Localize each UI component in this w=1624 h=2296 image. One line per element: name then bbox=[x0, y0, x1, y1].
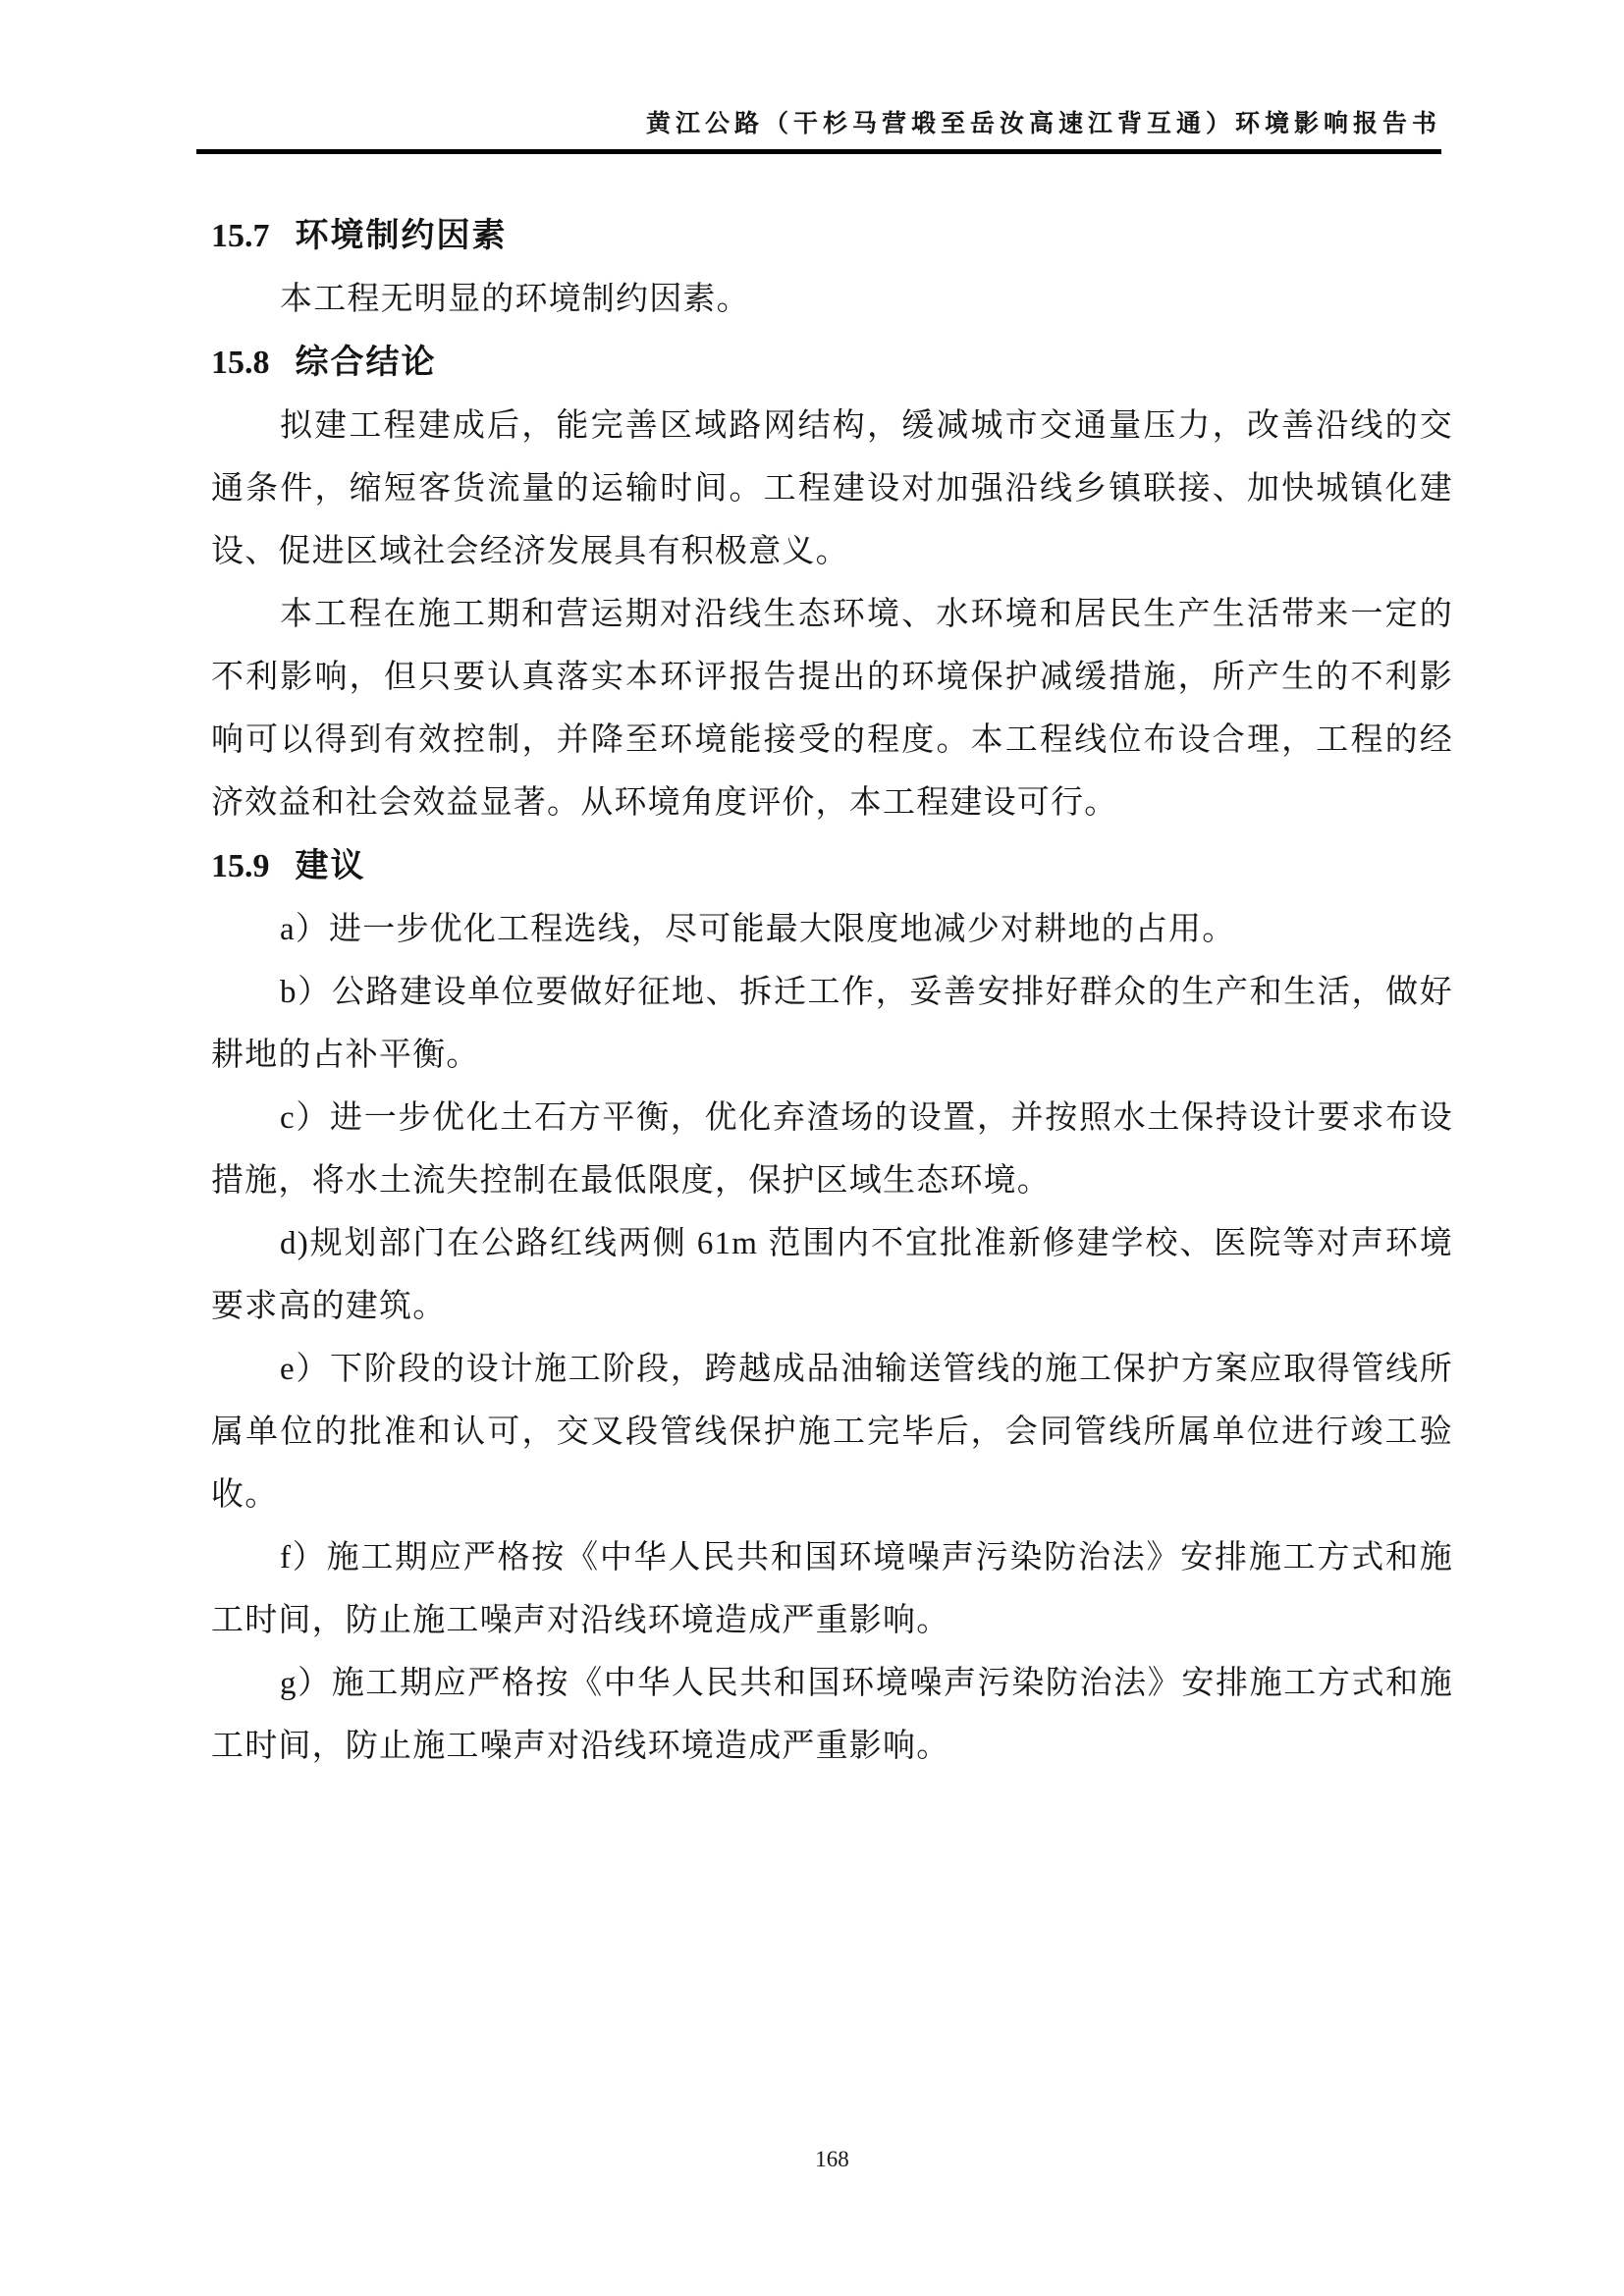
list-item-b: b）公路建设单位要做好征地、拆迁工作，妥善安排好群众的生产和生活，做好耕地的占补平衡。 bbox=[211, 975, 1453, 1073]
section-number: 15.8 bbox=[211, 345, 270, 381]
list-item-f: f）施工期应严格按《中华人民共和国环境噪声污染防治法》安排施工方式和施工时间，防止施工噪声对沿线环境造成严重影响。 bbox=[211, 1540, 1453, 1638]
section-title: 建议 bbox=[295, 847, 366, 884]
list-item-d: d)规划部门在公路红线两侧 61m 范围内不宜批准新修建学校、医院等对声环境要求高的建筑。 bbox=[211, 1226, 1453, 1324]
list-item-c: c）进一步优化土石方平衡，优化弃渣场的设置，并按照水土保持设计要求布设措施，将水土流失控制在最低限度，保护区域生态环境。 bbox=[211, 1100, 1453, 1199]
paragraph: 本工程无明显的环境制约因素。 bbox=[280, 282, 750, 317]
section-heading-15-7 bbox=[211, 204, 1453, 268]
section-title: 综合结论 bbox=[295, 344, 437, 381]
list-item-g: g）施工期应严格按《中华人民共和国环境噪声污染防治法》安排施工方式和施工时间，防止施工噪声对沿线环境造成严重影响。 bbox=[211, 1666, 1453, 1764]
section-number: 15.9 bbox=[211, 848, 270, 884]
list-item-a: a）进一步优化工程选线，尽可能最大限度地减少对耕地的占用。 bbox=[280, 912, 1236, 947]
page-number: 168 bbox=[815, 2147, 849, 2171]
section-heading-15-9 bbox=[211, 834, 1453, 898]
list-item-e: e）下阶段的设计施工阶段，跨越成品油输送管线的施工保护方案应取得管线所属单位的批准和认可，交叉段管线保护施工完毕后，会同管线所属单位进行竣工验收。 bbox=[211, 1352, 1453, 1513]
document-body bbox=[211, 204, 1453, 1778]
running-header-title: 黄江公路（干杉马营塅至岳汝高速江背互通）环境影响报告书 bbox=[645, 111, 1441, 137]
section-heading-15-8 bbox=[211, 331, 1453, 395]
paragraph: 拟建工程建成后，能完善区域路网结构，缓减城市交通量压力，改善沿线的交通条件，缩短客货流量的运输时间。工程建设对加强沿线乡镇联接、加快城镇化建设、促进区域社会经济发展具有积极意义。 bbox=[211, 408, 1453, 569]
paragraph: 本工程在施工期和营运期对沿线生态环境、水环境和居民生产生活带来一定的不利影响，但只要认真落实本环评报告提出的环境保护减缓措施，所产生的不利影响可以得到有效控制，并降至环境能接受的程度。本工程线位布设合理，工程的经济效益和社会效益显著。从环境角度评价，本工程建设可行。 bbox=[211, 597, 1453, 821]
section-number: 15.7 bbox=[211, 218, 270, 254]
section-title: 环境制约因素 bbox=[295, 217, 508, 254]
header-rule bbox=[196, 149, 1441, 154]
